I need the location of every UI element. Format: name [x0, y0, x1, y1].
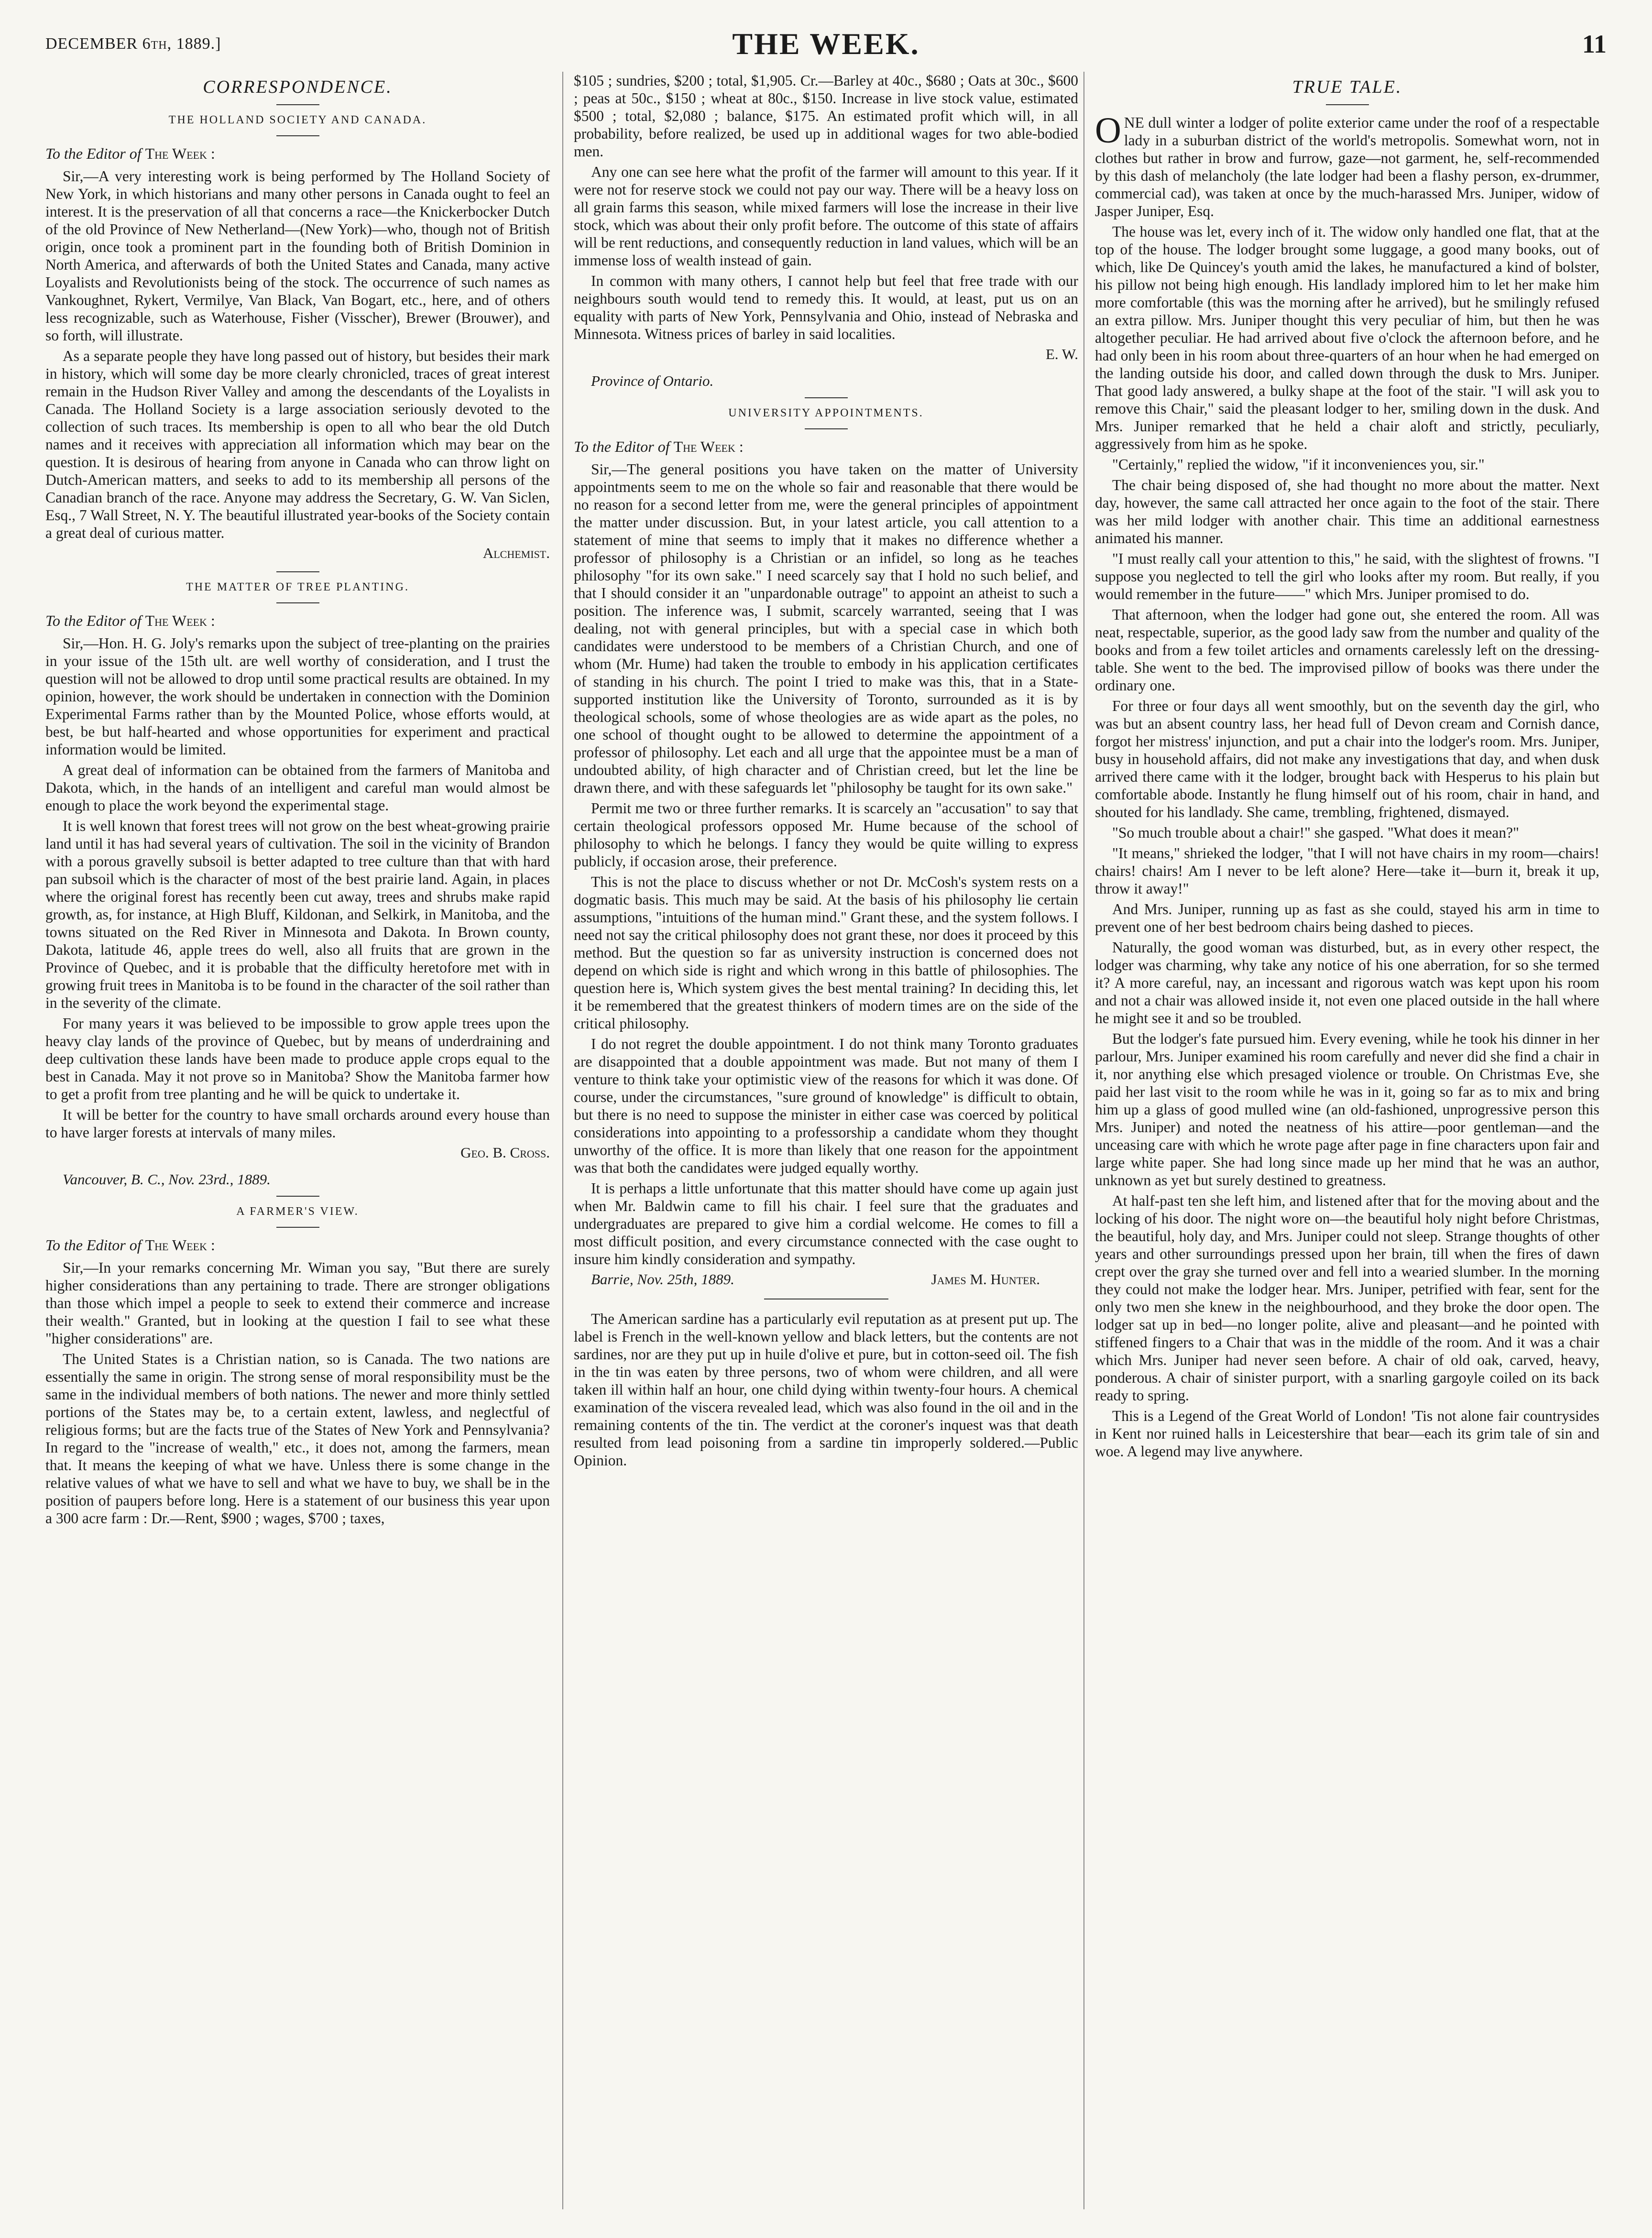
- paragraph: "Certainly," replied the widow, "if it inconveniences you, sir.": [1112, 456, 1485, 473]
- paragraph: "I must really call your attention to this," he said, with the slightest of frowns. "I suppose you neglected to tell the girl who looks after my room. But really, if you would remember in the future——" which Mrs. Juniper promised to do.: [1095, 550, 1599, 602]
- page-number: 11: [1582, 30, 1607, 58]
- salutation: To the Editor of The Week :: [45, 1236, 215, 1254]
- signature: E. W.: [1045, 346, 1078, 362]
- paragraph: I do not regret the double appointment. I do not think many Toronto graduates are disappointed that a double appointment was made. But not many of them I venture to think take your optimistic view of the reasons for which it was done. Of course, under the circumstances, "sure ground of knowledge" is difficult to obtain, but there is no need to suppose the minister in either case was coerced by political considerations into appointing to a professorship a candidate whom they thought unworthy of the office. It is more than likely that one reason for the appointment was that both the candidates were judged equally worthy.: [574, 1036, 1078, 1176]
- paragraph: It is perhaps a little unfortunate that this matter should have come up again just when Mr. Baldwin came to fill his chair. I feel sure that the graduates and undergraduates are prepared to give him a cordial welcome. He comes to fill a most difficult position, and every circumstance connected with the case ought to insure him kindly consideration and sympathy.: [574, 1180, 1078, 1267]
- letter-holland-society: [45, 114, 550, 562]
- letter-farmers-view-continued: [574, 72, 1078, 390]
- paragraph: Sir,—In your remarks concerning Mr. Wiman you say, "But there are surely higher considerations than any pertaining to trade. There are stronger obligations than those which impel a people to seek to extend their commerce and increase their wealth." Granted, but in looking at the question I fail to see what these "higher considerations" are.: [45, 1259, 550, 1347]
- signature: James M. Hunter.: [931, 1271, 1040, 1288]
- paragraph: For three or four days all went smoothly, but on the seventh day the girl, who was but an absent country lass, her head full of Devon cream and Cornish dance, forgot her mistress' injunction, and put a chair into the lodger's room. Mrs. Juniper, busy in household affairs, did not make any investigations that day, and when dusk arrived there came with it the lodger, brought back with Hesperus to his plain but comfortable abode. Instantly he flung himself out of his room, chair in hand, and shouted for his landlady. She came, trembling, frightened, dismayed.: [1095, 698, 1599, 820]
- paragraph: For many years it was believed to be impossible to grow apple trees upon the heavy clay lands of the province of Quebec, but by means of underdraining and deep cultivation these lands have been made to produce apple crops equal to the best in Canada. May it not prove so in Manitoba? Show the Manitoba farmer how to get a profit from tree planting and he will be quick to undertake it.: [45, 1015, 550, 1103]
- paragraph: It will be better for the country to have small orchards around every house than to have larger forests at intervals of many miles.: [45, 1106, 550, 1141]
- paragraph: A great deal of information can be obtained from the farmers of Manitoba and Dakota, which, in the hands of an intelligent and careful man would almost be enough to place the work beyond the experimental stage.: [45, 762, 550, 814]
- paragraph: Sir,—The general positions you have taken on the matter of University appointments seem to me on the whole so fair and reasonable that there would be no reason for a second letter from me, were the general principles of appointment the matter under discussion. But, in your latest article, you call attention to a statement of mine that seems to imply that it makes no difference whether a professor of philosophy is a Christian or an infidel, so long as he teaches philosophy "for its own sake." I need scarcely say that I hold no such belief, and that I should consider it an "unpardonable outrage" to appoint an atheist to such a position. The inference was, I submit, scarcely warranted, seeing that I was dealing, not with general principles, but with a special case in which both candidates were understood to be members of a Christian Church, and one of whom (Mr. Hume) had taken the trouble to embody in his application certificates of standing in his church. The point I tried to make was this, that in a State-supported institution like the University of Toronto, surrounded as it is by theological schools, some of whose theologies are as wide apart as the poles, no one school of thought ought to be allowed to determine the appointment of a professor of philosophy. Let each and all urge that the appointee must be a man of undoubted ability, of high character and of Christian creed, but let the line be drawn there, and with these safeguards let "philosophy be taught for its own sake.": [574, 461, 1078, 796]
- signature: Alchemist.: [482, 545, 550, 561]
- dateline-signature-row: [574, 1271, 1078, 1288]
- paragraph: That afternoon, when the lodger had gone out, she entered the room. All was neat, respectable, superior, as the good lady saw from the number and quality of the books and from a few toilet articles and ornaments carelessly left on the dressing-table. She went to the bed. The improvised pillow of books was there under the ordinary one.: [1095, 606, 1599, 694]
- column-2: [574, 72, 1078, 2219]
- paragraph: This is not the place to discuss whether or not Dr. McCosh's system rests on a dogmatic basis. This much may be said. At the basis of his philosophy lie certain assumptions, "intuitions of the human mind." Grant these, and the system follows. I need not say the critical philosophy does not grant these, nor does it proceed by this method. But the question so far as university instruction is concerned does not depend on which side is right and which wrong in this battle of philosophies. The question here is, Which system gives the best mental training? In deciding this, let it be remembered that the greatest thinkers of modern times are on the side of the critical philosophy.: [574, 873, 1078, 1032]
- masthead-title: THE WEEK.: [732, 27, 920, 61]
- column-1: [45, 72, 550, 2219]
- paragraph: In common with many others, I cannot help but feel that free trade with our neighbours south would tend to remedy this. It would, at least, put us on an equality with parts of New York, Pennsylvania and Ohio, instead of Nebraska and Minnesota. Witness prices of barley in said localities.: [574, 273, 1078, 342]
- signature: Geo. B. Cross.: [460, 1144, 550, 1161]
- paragraph: The United States is a Christian nation, so is Canada. The two nations are essentially the same in origin. The strong sense of moral responsibility must be the same in the individual members of both nations. The newer and more thinly settled portions of the States may be, to a certain extent, lawless, and neglectful of religious forms; but are the facts true of the States of New York and Pennsylvania? In regard to the "increase of wealth," etc., it does not, among the farmers, mean that. It means the keeping of what we have. Unless there is some change in the relative values of what we have to sell and what we have to buy, we shall be in the position of paupers before long. Here is a statement of our business this year upon a 300 acre farm : Dr.—Rent, $900 ; wages, $700 ; taxes,: [45, 1351, 550, 1527]
- divider: [276, 1227, 319, 1228]
- section-title: TRUE TALE.: [1292, 77, 1402, 97]
- column-divider: [1083, 72, 1084, 2209]
- paragraph: This is a Legend of the Great World of London! 'Tis not alone fair countrysides in Kent nor ruined halls in Leicestershire that bear—each its grim tale of sin and woe. A legend may live anywhere.: [1095, 1408, 1599, 1460]
- letter-heading: THE MATTER OF TREE PLANTING.: [186, 581, 409, 593]
- paragraph: It is well known that forest trees will not grow on the best wheat-growing prairie land until it has had several years of cultivation. The soil in the vicinity of Brandon with a porous gravelly subsoil is better adapted to tree culture than that with hard pan subsoil which is the character of most of the best prairie land. Again, in places where the original forest has recently been cut away, trees and shrubs make rapid growth, as, for instance, at High Bluff, Kildonan, and Selkirk, in Manitoba, and the towns situated on the Red River in Minnesota and Dakota. In Brown county, Dakota, latitude 46, apple trees do well, also all fruits that are grown in the Province of Quebec, and it is probable that the difficulty heretofore met with in growing fruit trees in Manitoba is to be found in the character of the soil rather than in the severity of the climate.: [45, 818, 550, 1011]
- paragraph: Sir,—A very interesting work is being performed by The Holland Society of New York, in which historians and many other persons in Canada ought to feel an interest. It is the preservation of all that concerns a race—the Knickerbocker Dutch of the old Province of New Netherland—(New York)—who, though not of British origin, once took a prominent part in the founding both of British Dominion in North America, and afterwards of both the United States and Canada, many active Loyalists and Revolutionists being of the stock. The occurrence of such names as Vankoughnet, Rykert, Vermilye, Van Black, Van Bogart, etc., here, and of others less recognizable, such as Waterhouse, Fisher (Visscher), Brewer (Brouwer), and so forth, will illustrate.: [45, 168, 550, 344]
- article-sardine: [574, 1310, 1078, 1469]
- divider: [805, 397, 848, 398]
- divider: [276, 1196, 319, 1197]
- divider: [805, 428, 848, 429]
- divider: [276, 104, 319, 105]
- column-3: [1095, 72, 1599, 2219]
- paragraph: And Mrs. Juniper, running up as fast as she could, stayed his arm in time to prevent one of her best bedroom chairs being dashed to pieces.: [1095, 901, 1599, 935]
- salutation: To the Editor of The Week :: [574, 438, 744, 455]
- salutation: To the Editor of The Week :: [45, 612, 215, 629]
- letter-heading: A FARMER'S VIEW.: [236, 1205, 359, 1218]
- paragraph: The chair being disposed of, she had thought no more about the matter. Next day, however, the same call attracted her once again to the foot of the stair. There was her mild lodger with another chair. This time an additional earnestness animated his manner.: [1095, 477, 1599, 546]
- letter-farmers-view: [45, 1205, 550, 1527]
- letter-heading: UNIVERSITY APPOINTMENTS.: [728, 407, 924, 419]
- column-divider: [562, 72, 563, 2209]
- paragraph: Naturally, the good woman was disturbed, but, as in every other respect, the lodger was charming, why take any notice of his one aberration, for so she termed it? A more careful, nay, an incessant and rigorous watch was kept upon his room and not a chair was allowed inside it, not even one placed outside in the hall where he might see it and so be troubled.: [1095, 939, 1599, 1026]
- paragraph: ONE dull winter a lodger of polite exterior came under the roof of a respectable lady in a suburban district of the world's metropolis. Somewhat worn, not in clothes but rather in brow and furrow, gaze—not garment, he, self-recommended by this dash of melancholy (the late lodger had been a flashy person, ex-drummer, commercial cad), was taken at once by the much-harassed Mrs. Juniper, widow of Jasper Juniper, Esq.: [1095, 110, 1599, 219]
- paragraph: The house was let, every inch of it. The widow only handled one flat, that at the top of the house. The lodger brought some luggage, a good many books, out of which, like De Quincey's youth amid the lakes, he manufactured a kind of bolster, his pillow not being high enough. His landlady implored him to let her make him more comfortable (this was the morning after he arrived), but he smilingly refused an extra pillow. Mrs. Juniper thought this very peculiar of him, but then he was altogether peculiar. He had arrived about five o'clock the afternoon before, and he had only been in his room about three-quarters of an hour when he had emerged on the landing outside his door, and called down through the dusk to Mrs. Juniper. That good lady answered, a bulky shape at the foot of the stair. "I will ask you to remove this Chair," said the pleasant lodger to her, smiling down in the dusk. And Mrs. Juniper remarked that he held a chair aloft and strictly, peculiarly, aggressively from him as he spoke.: [1095, 223, 1599, 452]
- letter-tree-planting: [45, 581, 550, 1188]
- paragraph: But the lodger's fate pursued him. Every evening, while he took his dinner in her parlour, Mrs. Juniper examined his room carefully and never did she find a chair in it, nor anything else which presaged violence or trouble. On Christmas Eve, she paid her last visit to the room while he was in it, going so far as to mix and bring him up a glass of good mulled wine (an old-fashioned, unprogressive person this Mrs. Juniper) and noted the neatness of his attire—poor gentleman—and the unceasing care with which he wrote page after page in fine characters upon fair and large white paper. She had long since made up her mind that he was an author, unknown as yet but surely destined to greatness.: [1095, 1030, 1599, 1189]
- divider: [276, 135, 319, 136]
- paragraph: Permit me two or three further remarks. It is scarcely an "accusation" to say that certain theological professors opposed Mr. Hume because of the school of philosophy to which he belongs. I fancy they would be quite willing to express publicly, if occasion arose, their preference.: [574, 800, 1078, 870]
- paragraph: "It means," shrieked the lodger, "that I will not have chairs in my room—chairs! chairs! chairs! Am I never to be left alone? Here—take it—burn it, break it up, throw it away!": [1095, 845, 1599, 897]
- section-title: CORRESPONDENCE.: [203, 77, 393, 97]
- paragraph: Any one can see here what the profit of the farmer will amount to this year. If it were not for reserve stock we could not pay our way. There will be a heavy loss on all grain farms this season, while mixed farmers will lose the increase in their live stock, which was about their only profit before. The outcome of this state of affairs will be rent reductions, and consequently reduction in land values, which will be an immense loss of wealth instead of gain.: [574, 164, 1078, 269]
- divider: [1326, 104, 1369, 105]
- divider: [276, 602, 319, 603]
- salutation: To the Editor of The Week :: [45, 145, 215, 162]
- paragraph: "So much trouble about a chair!" she gasped. "What does it mean?": [1112, 824, 1519, 841]
- paragraph: As a separate people they have long passed out of history, but besides their mark in history, which will some day be more clearly chronicled, traces of great interest remain in the Hudson River Valley and among the descendants of the Loyalists in Canada. The Holland Society is a large association seriously devoted to the collection of such traces. Its membership is open to all who bear the old Dutch names and it receives with appreciation all information which may bear on the question. It is desirous of hearing from anyone in Canada who can throw light on Dutch-American matters, and seeks to add to its membership all persons of the Canadian branch of the race. Anyone may address the Secretary, G. W. Van Siclen, Esq., 7 Wall Street, N. Y. The beautiful illustrated year-books of the Society contain a great deal of curious matter.: [45, 348, 550, 541]
- letter-heading: THE HOLLAND SOCIETY AND CANADA.: [168, 114, 427, 126]
- paragraph: $105 ; sundries, $200 ; total, $1,905. Cr.—Barley at 40c., $680 ; Oats at 30c., $600 ; peas at 50c., $150 ; wheat at 80c., $150. Increase in live stock value, estimated $500 ; total, $2,080 ; balance, $175. An estimated profit which will, in all probability, before realized, be used up in additional wages for two able-bodied men.: [574, 72, 1078, 160]
- drop-cap: O: [1095, 110, 1121, 151]
- divider: [276, 571, 319, 572]
- dateline: Barrie, Nov. 25th, 1889.: [591, 1271, 734, 1288]
- dateline: Vancouver, B. C., Nov. 23rd., 1889.: [63, 1171, 271, 1188]
- letter-university-appointments: [574, 407, 1078, 1288]
- paragraph: The American sardine has a particularly evil reputation as at present put up. The label is French in the well-known yellow and black letters, but the contents are not sardines, nor are they put up in huile d'olive et pure, but in cotton-seed oil. The fish in the tin was eaten by three persons, two of whom were children, and all were taken ill within half an hour, one child dying within twenty-four hours. A chemical examination of the viscera revealed lead, which was also found in the oil and in the remaining contents of the tin. The verdict at the coroner's inquest was that death resulted from lead poisoning from a sardine tin improperly soldered.—Public Opinion.: [574, 1310, 1078, 1469]
- page-header: [45, 26, 1607, 65]
- paragraph: At half-past ten she left him, and listened after that for the moving about and the locking of his door. The night wore on—the beautiful holy night before Christmas, the beautiful, holy day, and Mrs. Juniper could not sleep. Strange thoughts of other years and other surroundings pressed upon her brain, till when the fires of dawn crept over the gray she turned over and fell into a wearied slumber. In the morning they could not make the lodger hear. Mrs. Juniper, petrified with fear, sent for the only two men she knew in the neighbourhood, and they broke the door open. The lodger sat up in bed—no longer polite, alive and pleasant—and he pointed with stiffened fingers to a Chair that was in the middle of the room. And it was a chair which Mrs. Juniper had never seen before. A chair of old oak, carved, heavy, ponderous. A chair of sinister purport, with a snarling gargoyle coiled on its back ready to spring.: [1095, 1192, 1599, 1404]
- paragraph: Sir,—Hon. H. G. Joly's remarks upon the subject of tree-planting on the prairies in your issue of the 15th ult. are well worthy of consideration, and I trust the question will not be allowed to drop until some practical results are obtained. In my opinion, however, the work should be undertaken in connection with the Dominion Experimental Farms rather than by the Mounted Police, whose efforts would, at best, be but half-hearted and whose opportunities for experiment and practical information would be limited.: [45, 635, 550, 758]
- story-true-tale: [1095, 110, 1599, 1460]
- dateline: Province of Ontario.: [591, 372, 714, 389]
- issue-date: DECEMBER 6th, 1889.]: [45, 35, 221, 53]
